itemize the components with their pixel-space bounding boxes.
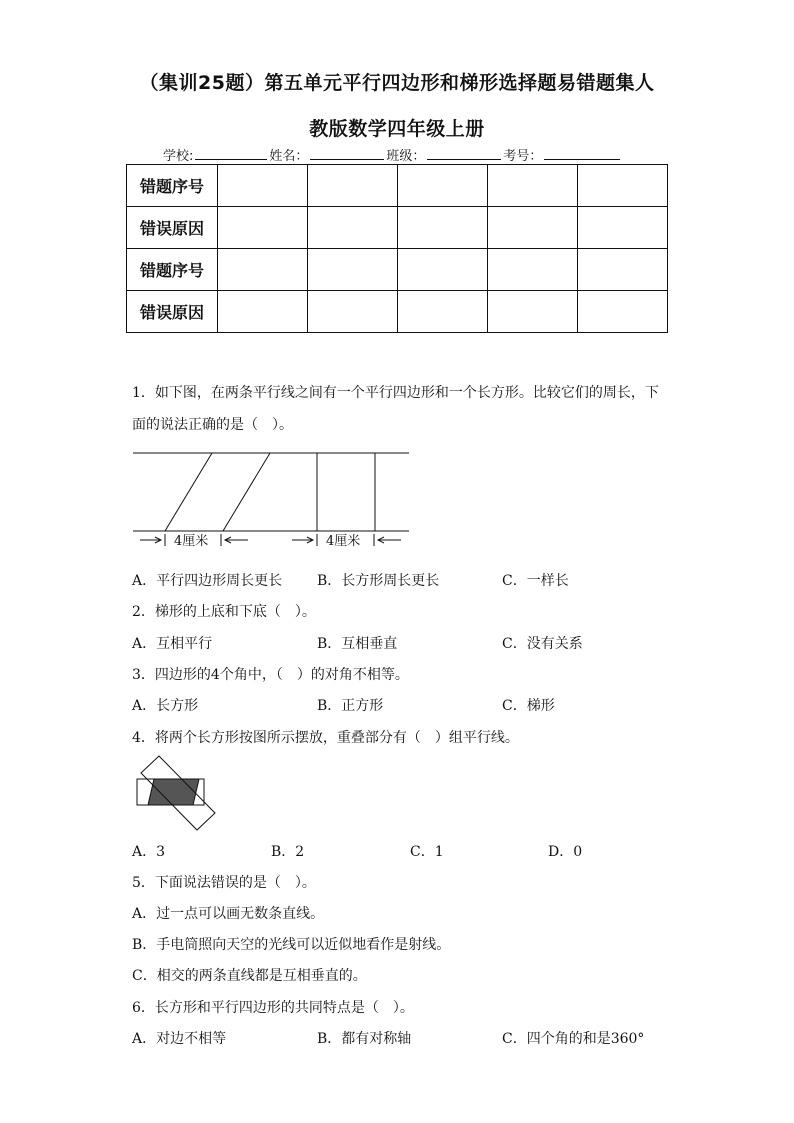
question-4-option-d[interactable]: D．0 [548, 844, 583, 860]
question-3-text: 3．四边形的4个角中，（ ）的对角不相等。 [132, 667, 409, 683]
question-1-option-c[interactable]: C．一样长 [502, 573, 569, 589]
question-5-text: 5．下面说法错误的是（ ）。 [132, 875, 316, 891]
number-label: 考号： [503, 149, 543, 164]
dimension-label: 4厘米 [174, 534, 209, 549]
question-2-text: 2．梯形的上底和下底（ ）。 [132, 604, 316, 620]
question-4-text: 4．将两个长方形按图所示摆放，重叠部分有（ ）组平行线。 [132, 730, 519, 746]
question-6-option-a[interactable]: A．对边不相等 [132, 1031, 227, 1047]
question-1-option-b[interactable]: B．长方形周长更长 [317, 573, 440, 589]
question-1-text-line-2: 面的说法正确的是（ ）。 [132, 417, 293, 433]
row-header: 错题序号 [127, 249, 218, 291]
row-header: 错误原因 [127, 207, 218, 249]
school-label: 学校: [163, 149, 194, 164]
question-2-option-c[interactable]: C．没有关系 [502, 636, 583, 652]
question-4-option-a[interactable]: A．3 [132, 844, 166, 860]
row-header: 错题序号 [127, 165, 218, 207]
document-title-line-1: （集训25题）第五单元平行四边形和梯形选择题易错题集人 [139, 72, 655, 94]
name-label: 姓名： [269, 149, 309, 164]
question-6-option-b[interactable]: B．都有对称轴 [317, 1031, 412, 1047]
row-header: 错误原因 [127, 291, 218, 333]
dimension-label: 4厘米 [326, 534, 361, 549]
question-5-option-b[interactable]: B．手电筒照向天空的光线可以近似地看作是射线。 [132, 937, 451, 953]
question-6-option-c[interactable]: C．四个角的和是360° [502, 1031, 645, 1047]
question-4-option-c[interactable]: C．1 [410, 844, 444, 860]
question-5-option-c[interactable]: C．相交的两条直线都是互相垂直的。 [132, 968, 367, 984]
question-6-text: 6．长方形和平行四边形的共同特点是（ ）。 [132, 1000, 414, 1016]
question-2-option-b[interactable]: B．互相垂直 [317, 636, 398, 652]
question-1-option-a[interactable]: A．平行四边形周长更长 [132, 573, 283, 589]
overlap-region [148, 779, 199, 805]
question-1-text-line-1: 1．如下图，在两条平行线之间有一个平行四边形和一个长方形。比较它们的周长，下 [132, 385, 659, 401]
question-3-option-c[interactable]: C．梯形 [502, 698, 555, 714]
class-label: 班级： [386, 149, 426, 164]
question-3-option-b[interactable]: B．正方形 [317, 698, 384, 714]
question-3-option-a[interactable]: A．长方形 [132, 698, 199, 714]
document-title-line-2: 教版数学四年级上册 [309, 118, 485, 140]
question-5-option-a[interactable]: A．过一点可以画无数条直线。 [132, 906, 325, 922]
question-4-option-b[interactable]: B．2 [271, 844, 305, 860]
question-2-option-a[interactable]: A．互相平行 [132, 636, 213, 652]
